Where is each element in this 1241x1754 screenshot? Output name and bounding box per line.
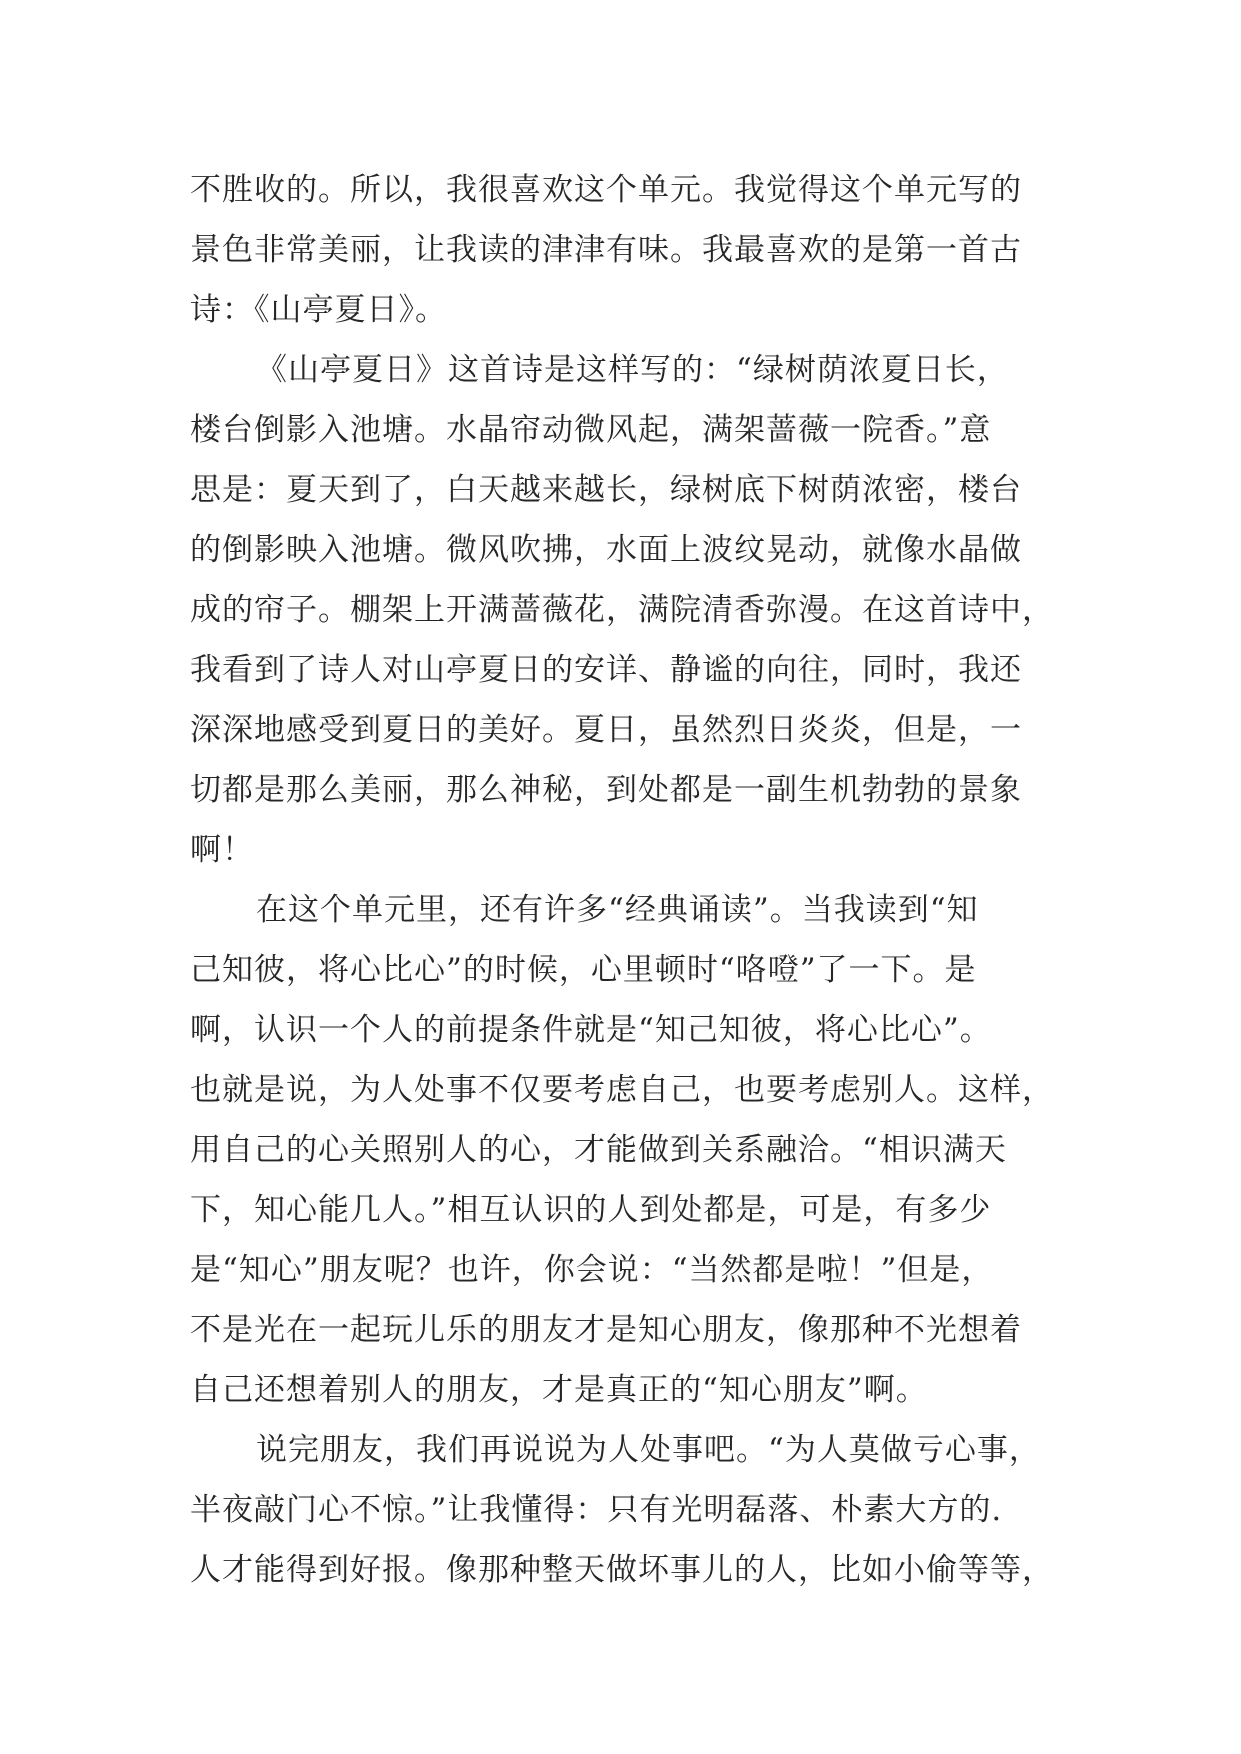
- text-line: 下，知心能几人。”相互认识的人到处都是，可是，有多少: [190, 1192, 992, 1228]
- paragraph-start-line: 说完朋友，我们再说说为人处事吧。“为人莫做亏心事，: [256, 1432, 1041, 1468]
- text-line: 诗：《山亭夏日》。: [190, 292, 447, 328]
- text-line: 深深地感受到夏日的美好。夏日，虽然烈日炎炎，但是，一: [190, 712, 1022, 748]
- text-line: 不胜收的。所以，我很喜欢这个单元。我觉得这个单元写的: [190, 172, 1022, 208]
- text-line: 的倒影映入池塘。微风吹拂，水面上波纹晃动，就像水晶做: [190, 532, 1022, 568]
- text-line: 景色非常美丽，让我读的津津有味。我最喜欢的是第一首古: [190, 232, 1022, 268]
- text-line: 啊！: [190, 832, 254, 868]
- paragraph-start-line: 《山亭夏日》这首诗是这样写的：“绿树荫浓夏日长，: [256, 352, 1009, 388]
- paragraph-start-line: 在这个单元里，还有许多“经典诵读”。当我读到“知: [256, 892, 979, 928]
- text-line: 也就是说，为人处事不仅要考虑自己，也要考虑别人。这样，: [190, 1072, 1054, 1108]
- text-line: 半夜敲门心不惊。”让我懂得：只有光明磊落、朴素大方的.: [190, 1492, 1003, 1528]
- text-line: 楼台倒影入池塘。水晶帘动微风起，满架蔷薇一院香。”意: [190, 412, 992, 448]
- text-line: 成的帘子。棚架上开满蔷薇花，满院清香弥漫。在这首诗中，: [190, 592, 1054, 628]
- text-line: 啊，认识一个人的前提条件就是“知己知彼，将心比心”。: [190, 1012, 992, 1048]
- text-line: 自己还想着别人的朋友，才是真正的“知心朋友”啊。: [190, 1372, 928, 1408]
- text-line: 人才能得到好报。像那种整天做坏事儿的人，比如小偷等等，: [190, 1552, 1054, 1588]
- text-line: 是“知心”朋友呢？也许，你会说：“当然都是啦！”但是，: [190, 1252, 994, 1288]
- text-line: 不是光在一起玩儿乐的朋友才是知心朋友，像那种不光想着: [190, 1312, 1022, 1348]
- text-line: 用自己的心关照别人的心，才能做到关系融洽。“相识满天: [190, 1132, 1007, 1168]
- text-line: 己知彼，将心比心”的时候，心里顿时“咯噔”了一下。是: [190, 952, 977, 988]
- text-line: 我看到了诗人对山亭夏日的安详、静谧的向往，同时，我还: [190, 652, 1022, 688]
- text-line: 思是：夏天到了，白天越来越长，绿树底下树荫浓密，楼台: [190, 472, 1022, 508]
- text-line: 切都是那么美丽，那么神秘，到处都是一副生机勃勃的景象: [190, 772, 1022, 808]
- body-text: [190, 160, 1070, 1600]
